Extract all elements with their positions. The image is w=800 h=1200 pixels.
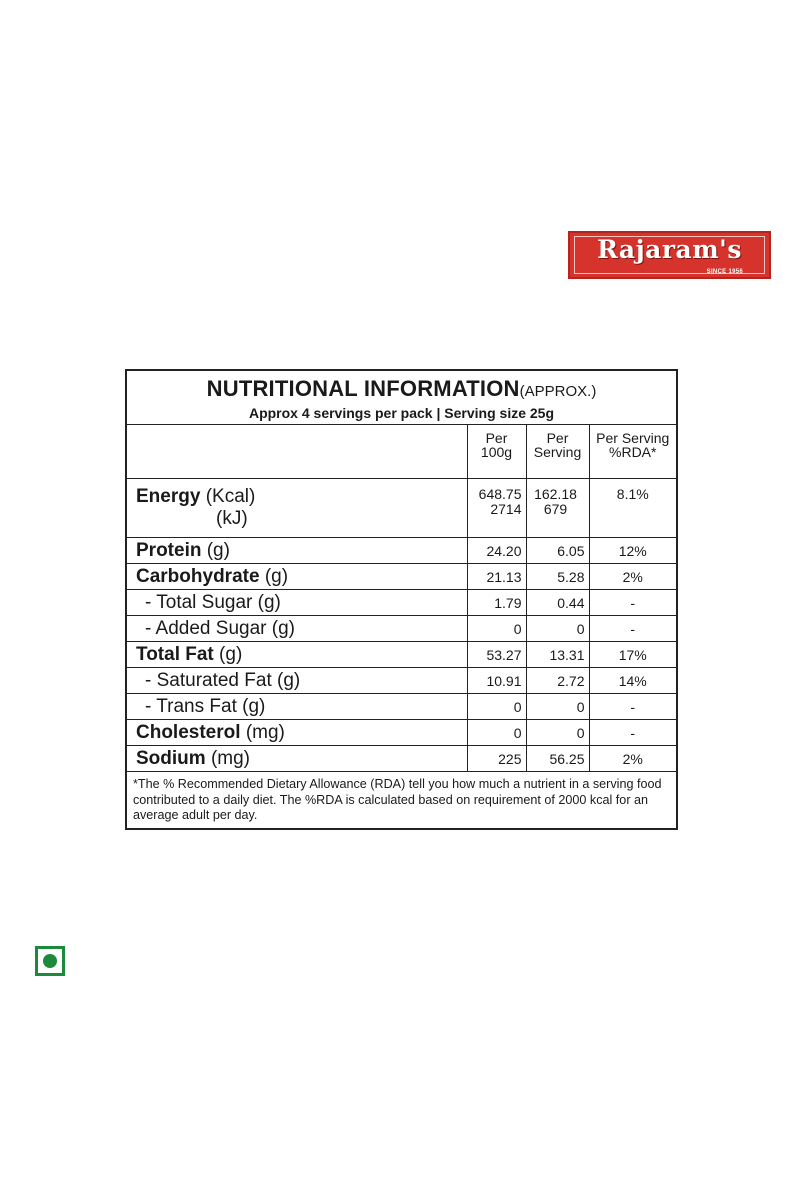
value-rda: 2% (589, 746, 676, 772)
row-label: Sodium (mg) (127, 746, 467, 772)
table-row-trans-fat (127, 694, 676, 720)
table-row-sodium (127, 746, 676, 772)
table-row-protein (127, 538, 676, 564)
veg-mark-dot (43, 954, 57, 968)
table-row-carbohydrate (127, 564, 676, 590)
brand-logo (568, 231, 771, 279)
value-per-serving: 0 (526, 720, 589, 746)
serving-info: Approx 4 servings per pack | Serving size 25g (248, 405, 555, 421)
table-row-total-sugar (127, 590, 676, 616)
nutrition-table (127, 425, 676, 772)
value-per100g: 0 (467, 694, 526, 720)
veg-mark-icon (35, 946, 65, 976)
panel-header (127, 371, 676, 425)
value-per-serving: 0 (526, 616, 589, 642)
value-rda: 2% (589, 564, 676, 590)
value-per100g: 10.91 (467, 668, 526, 694)
rda-footnote: *The % Recommended Dietary Allowance (RDA) tell you how much a nutrient in a serving food contributed to a daily diet. The %RDA is calculated based on requirement of 2000 kcal for an average adult per day. (133, 777, 662, 822)
value-rda: - (589, 694, 676, 720)
table-row-total-fat (127, 642, 676, 668)
brand-name: Rajaram's (597, 235, 742, 264)
value-rda: 14% (589, 668, 676, 694)
energy-per-serving: 162.18 679 (526, 479, 589, 538)
panel-title (127, 371, 676, 404)
value-rda: 12% (589, 538, 676, 564)
energy-rda: 8.1% (589, 479, 676, 538)
value-per-serving: 2.72 (526, 668, 589, 694)
energy-per100g: 648.75 2714 (467, 479, 526, 538)
row-label: - Saturated Fat (g) (127, 668, 467, 694)
title-suffix: (APPROX.) (519, 383, 597, 400)
nutrition-panel (125, 369, 678, 830)
value-per-serving: 56.25 (526, 746, 589, 772)
col-header-per-serving: Per Serving (526, 425, 589, 479)
value-rda: 17% (589, 642, 676, 668)
value-per100g: 24.20 (467, 538, 526, 564)
value-per-serving: 0 (526, 694, 589, 720)
row-label: Total Fat (g) (127, 642, 467, 668)
col-header-per100g: Per 100g (467, 425, 526, 479)
col-header-rda: Per Serving %RDA* (589, 425, 676, 479)
row-label-energy: Energy (Kcal) (kJ) (127, 479, 467, 538)
title-main: NUTRITIONAL INFORMATION (206, 376, 520, 401)
row-label: Protein (g) (127, 538, 467, 564)
value-rda: - (589, 720, 676, 746)
value-per100g: 1.79 (467, 590, 526, 616)
row-label: Cholesterol (mg) (127, 720, 467, 746)
table-row-saturated-fat (127, 668, 676, 694)
value-per100g: 0 (467, 720, 526, 746)
table-row-energy (127, 479, 676, 538)
value-per-serving: 13.31 (526, 642, 589, 668)
value-per100g: 21.13 (467, 564, 526, 590)
value-per-serving: 0.44 (526, 590, 589, 616)
row-label: Carbohydrate (g) (127, 564, 467, 590)
table-row-cholesterol (127, 720, 676, 746)
row-label: - Added Sugar (g) (127, 616, 467, 642)
column-header-row (127, 425, 676, 479)
value-rda: - (589, 590, 676, 616)
table-row-added-sugar (127, 616, 676, 642)
row-label: - Total Sugar (g) (127, 590, 467, 616)
value-per100g: 225 (467, 746, 526, 772)
value-per100g: 0 (467, 616, 526, 642)
value-per100g: 53.27 (467, 642, 526, 668)
row-label: - Trans Fat (g) (127, 694, 467, 720)
header-blank (127, 425, 467, 479)
brand-since: SINCE 1956 (706, 269, 743, 275)
value-per-serving: 5.28 (526, 564, 589, 590)
value-per-serving: 6.05 (526, 538, 589, 564)
value-rda: - (589, 616, 676, 642)
